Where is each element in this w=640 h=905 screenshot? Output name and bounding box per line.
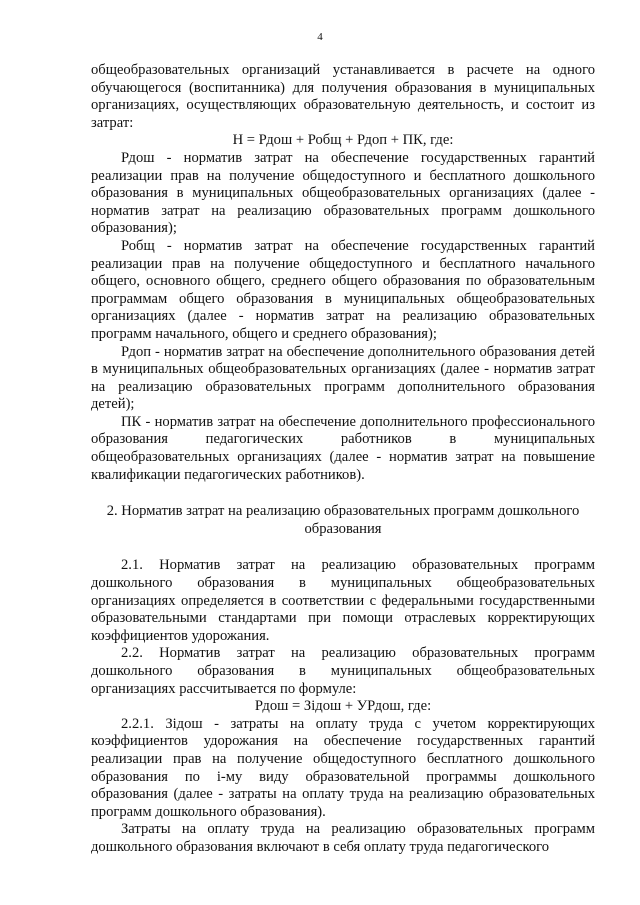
paragraph-rdosh-definition: Рдош - норматив затрат на обеспечение государственных гарантий реализации прав на получение общедоступного и бесплатного дошкольного образования в муниципальных общеобразовательных организациях (далее - норматив затрат на реализацию образовательных программ дошкольного образования); (91, 149, 595, 237)
section-heading-2: 2. Норматив затрат на реализацию образовательных программ дошкольного образования (106, 503, 580, 537)
document-body (91, 62, 595, 857)
paragraph-pk-definition: ПК - норматив затрат на обеспечение дополнительного профессионального образования педагогических работников в муниципальных общеобразовательных организациях (далее - норматив затрат на повышение квалификации педагогических работников). (91, 413, 595, 483)
paragraph-2-1: 2.1. Норматив затрат на реализацию образовательных программ дошкольного образования в муниципальных общеобразовательных организациях определяется в соответствии с федеральными государственными образовательными стандартами при помощи отраслевых корректирующих коэффициентов удорожания. (91, 557, 595, 644)
paragraph-2-2: 2.2. Норматив затрат на реализацию образовательных программ дошкольного образования в муниципальных общеобразовательных организациях рассчитывается по формуле: (91, 645, 595, 697)
formula-norm-total: Н = Рдош + Робщ + Рдоп + ПК, где: (232, 132, 454, 149)
formula-rdosh: Рдош = Зiдош + УРдош, где: (254, 698, 432, 715)
paragraph-robsh-definition: Робщ - норматив затрат на обеспечение государственных гарантий реализации прав на получение общедоступного и бесплатного начального общего, основного общего, среднего общего образования по образовательным программам общего образования в муниципальных общеобразовательных организациях (далее - норматив затрат на реализацию образовательных программ начального, общего и среднего образования); (91, 237, 595, 342)
paragraph-2-2-1: 2.2.1. Зiдош - затраты на оплату труда с учетом корректирующих коэффициентов удорожания на обеспечение государственных гарантий реализации прав на получение общедоступного бесплатного дошкольного образования по i-му виду образовательной программы дошкольного образования (далее - затраты на оплату труда на реализацию образовательных программ дошкольного образования). (91, 715, 595, 820)
page-number: 4 (317, 31, 323, 43)
paragraph-rdop-definition: Рдоп - норматив затрат на обеспечение дополнительного образования детей в муниципальных общеобразовательных организациях (далее - норматив затрат на реализацию образовательных программ дополнительного образования детей); (91, 343, 595, 413)
paragraph-intro: общеобразовательных организаций устанавливается в расчете на одного обучающегося (воспитанника) для получения образования в муниципальных организациях, осуществляющих образовательную деятельность, и состоит из затрат: (91, 62, 595, 131)
paragraph-labor-costs: Затраты на оплату труда на реализацию образовательных программ дошкольного образования включают в себя оплату труда педагогического (91, 821, 595, 855)
